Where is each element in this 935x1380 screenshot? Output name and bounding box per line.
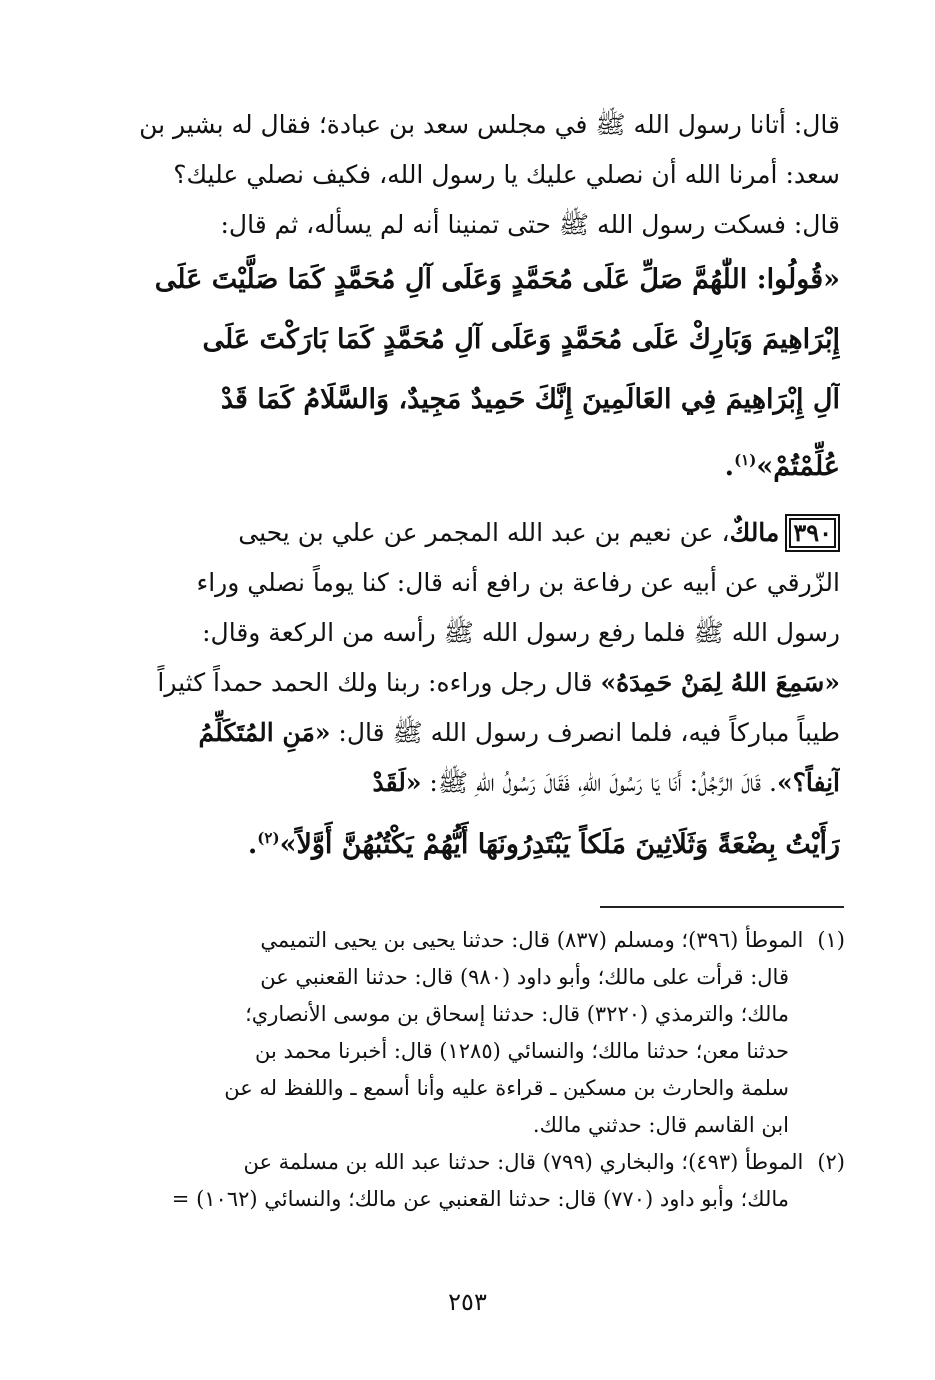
prophetic-text-line: «قُولُوا: اللّٰهُمَّ صَلِّ عَلَى مُحَمَّدٍ وَعَلَى آلِ مُحَمَّدٍ كَمَا صَلَّيْتَ عَلَى [154,264,840,295]
text: . قَالَ الرَّجُلُ: أَنَا يَا رَسُولَ اللهِ، فَقَالَ رَسُولُ اللهِ ﷺ: [421,768,777,797]
footnote-separator [600,906,844,908]
footnote-line [80,922,845,959]
text: طيباً مباركاً فيه، فلما انصرف رسول الله ﷺ قال: [330,718,840,747]
hadith-390 [100,508,840,868]
paragraph-1 [100,100,840,490]
prophetic-text-line [100,808,840,868]
footnote-line: قال: قرأت على مالك؛ وأبو داود (٩٨٠) قال: حدثنا القعنبي عن [260,965,789,989]
text: قال رجل وراءه: ربنا ولك الحمد حمداً كثيراً [157,668,601,697]
prophetic-text: عُلِّمْتُمْ» [756,451,840,482]
footnote-line: حدثنا معن؛ حدثنا مالك؛ والنسائي (١٢٨٥) قال: أخبرنا محمد بن [255,1039,789,1063]
prophetic-text: «لَقَدْ [372,768,422,797]
footnote-marker: (٢) [817,1150,845,1174]
prophetic-text-line: آلِ إِبْرَاهِيمَ فِي العَالَمِينَ إِنَّكَ حَمِيدٌ مَجِيدٌ، وَالسَّلَامُ كَمَا قَدْ [220,384,840,415]
prophetic-text: «مَنِ المُتَكَلِّمُ [198,718,331,747]
footnote-line: سلمة والحارث بن مسكين ـ قراءة عليه وأنا أسمع ـ واللفظ له عن [224,1076,789,1100]
footnote-line [80,1144,845,1181]
text-line [100,708,840,758]
footnote-ref: (١) [734,451,757,469]
footnote-ref: (٢) [257,829,280,847]
text: ، عن نعيم بن عبد الله المجمر عن علي بن يحيى [238,518,730,547]
narrator-name: مالكٌ [729,518,780,547]
prophetic-text-line [100,430,840,490]
prophetic-text: آنِفاً؟» [776,768,840,797]
text-line: رسول الله ﷺ فلما رفع رسول الله ﷺ رأسه من الركعة وقال: [202,618,840,647]
footnote-marker: (١) [817,928,845,952]
prophetic-text: «سَمِعَ اللهُ لِمَنْ حَمِدَهُ» [600,668,840,697]
text-line: سعد: أمرنا الله أن نصلي عليك يا رسول الله، فكيف نصلي عليك؟ [173,160,840,189]
text-line: قال: فسكت رسول الله ﷺ حتى تمنينا أنه لم يسأله، ثم قال: [220,210,840,239]
text-line: الزّرقي عن أبيه عن رفاعة بن رافع أنه قال: كنا يوماً نصلي وراء [196,568,840,597]
text-line [100,758,840,808]
text: الموطأ (٤٩٣)؛ والبخاري (٧٩٩) قال: حدثنا عبد الله بن مسلمة عن [243,1150,804,1174]
page-number: ٢٥٣ [448,1288,487,1316]
text-line [100,658,840,708]
footnotes [80,922,845,1218]
footnote-line: مالك؛ والترمذي (٣٢٢٠) قال: حدثنا إسحاق بن موسى الأنصاري؛ [245,1002,789,1026]
prophetic-text: رَأَيْتُ بِضْعَةً وَثَلَاثِينَ مَلَكاً يَبْتَدِرُونَهَا أَيُّهُمْ يَكْتُبُهُنَّ أَوَّلاً» [279,829,840,860]
full-stop: . [724,451,735,482]
text-line: قال: أتانا رسول الله ﷺ في مجلس سعد بن عبادة؛ فقال له بشير بن [139,110,840,139]
full-stop: . [247,829,258,860]
text: الموطأ (٣٩٦)؛ ومسلم (٨٣٧) قال: حدثنا يحيى بن يحيى التميمي [260,928,804,952]
hadith-number-box: ٣٩٠ [785,514,840,552]
footnote-line: ابن القاسم قال: حدثني مالك. [532,1113,789,1137]
footnote-line: مالك؛ وأبو داود (٧٧٠) قال: حدثنا القعنبي عن مالك؛ والنسائي (١٠٦٢) = [171,1187,789,1211]
prophetic-text-line: إِبْرَاهِيمَ وَبَارِكْ عَلَى مُحَمَّدٍ وَعَلَى آلِ مُحَمَّدٍ كَمَا بَارَكْتَ عَلَى [202,324,840,355]
text-line [100,508,840,558]
